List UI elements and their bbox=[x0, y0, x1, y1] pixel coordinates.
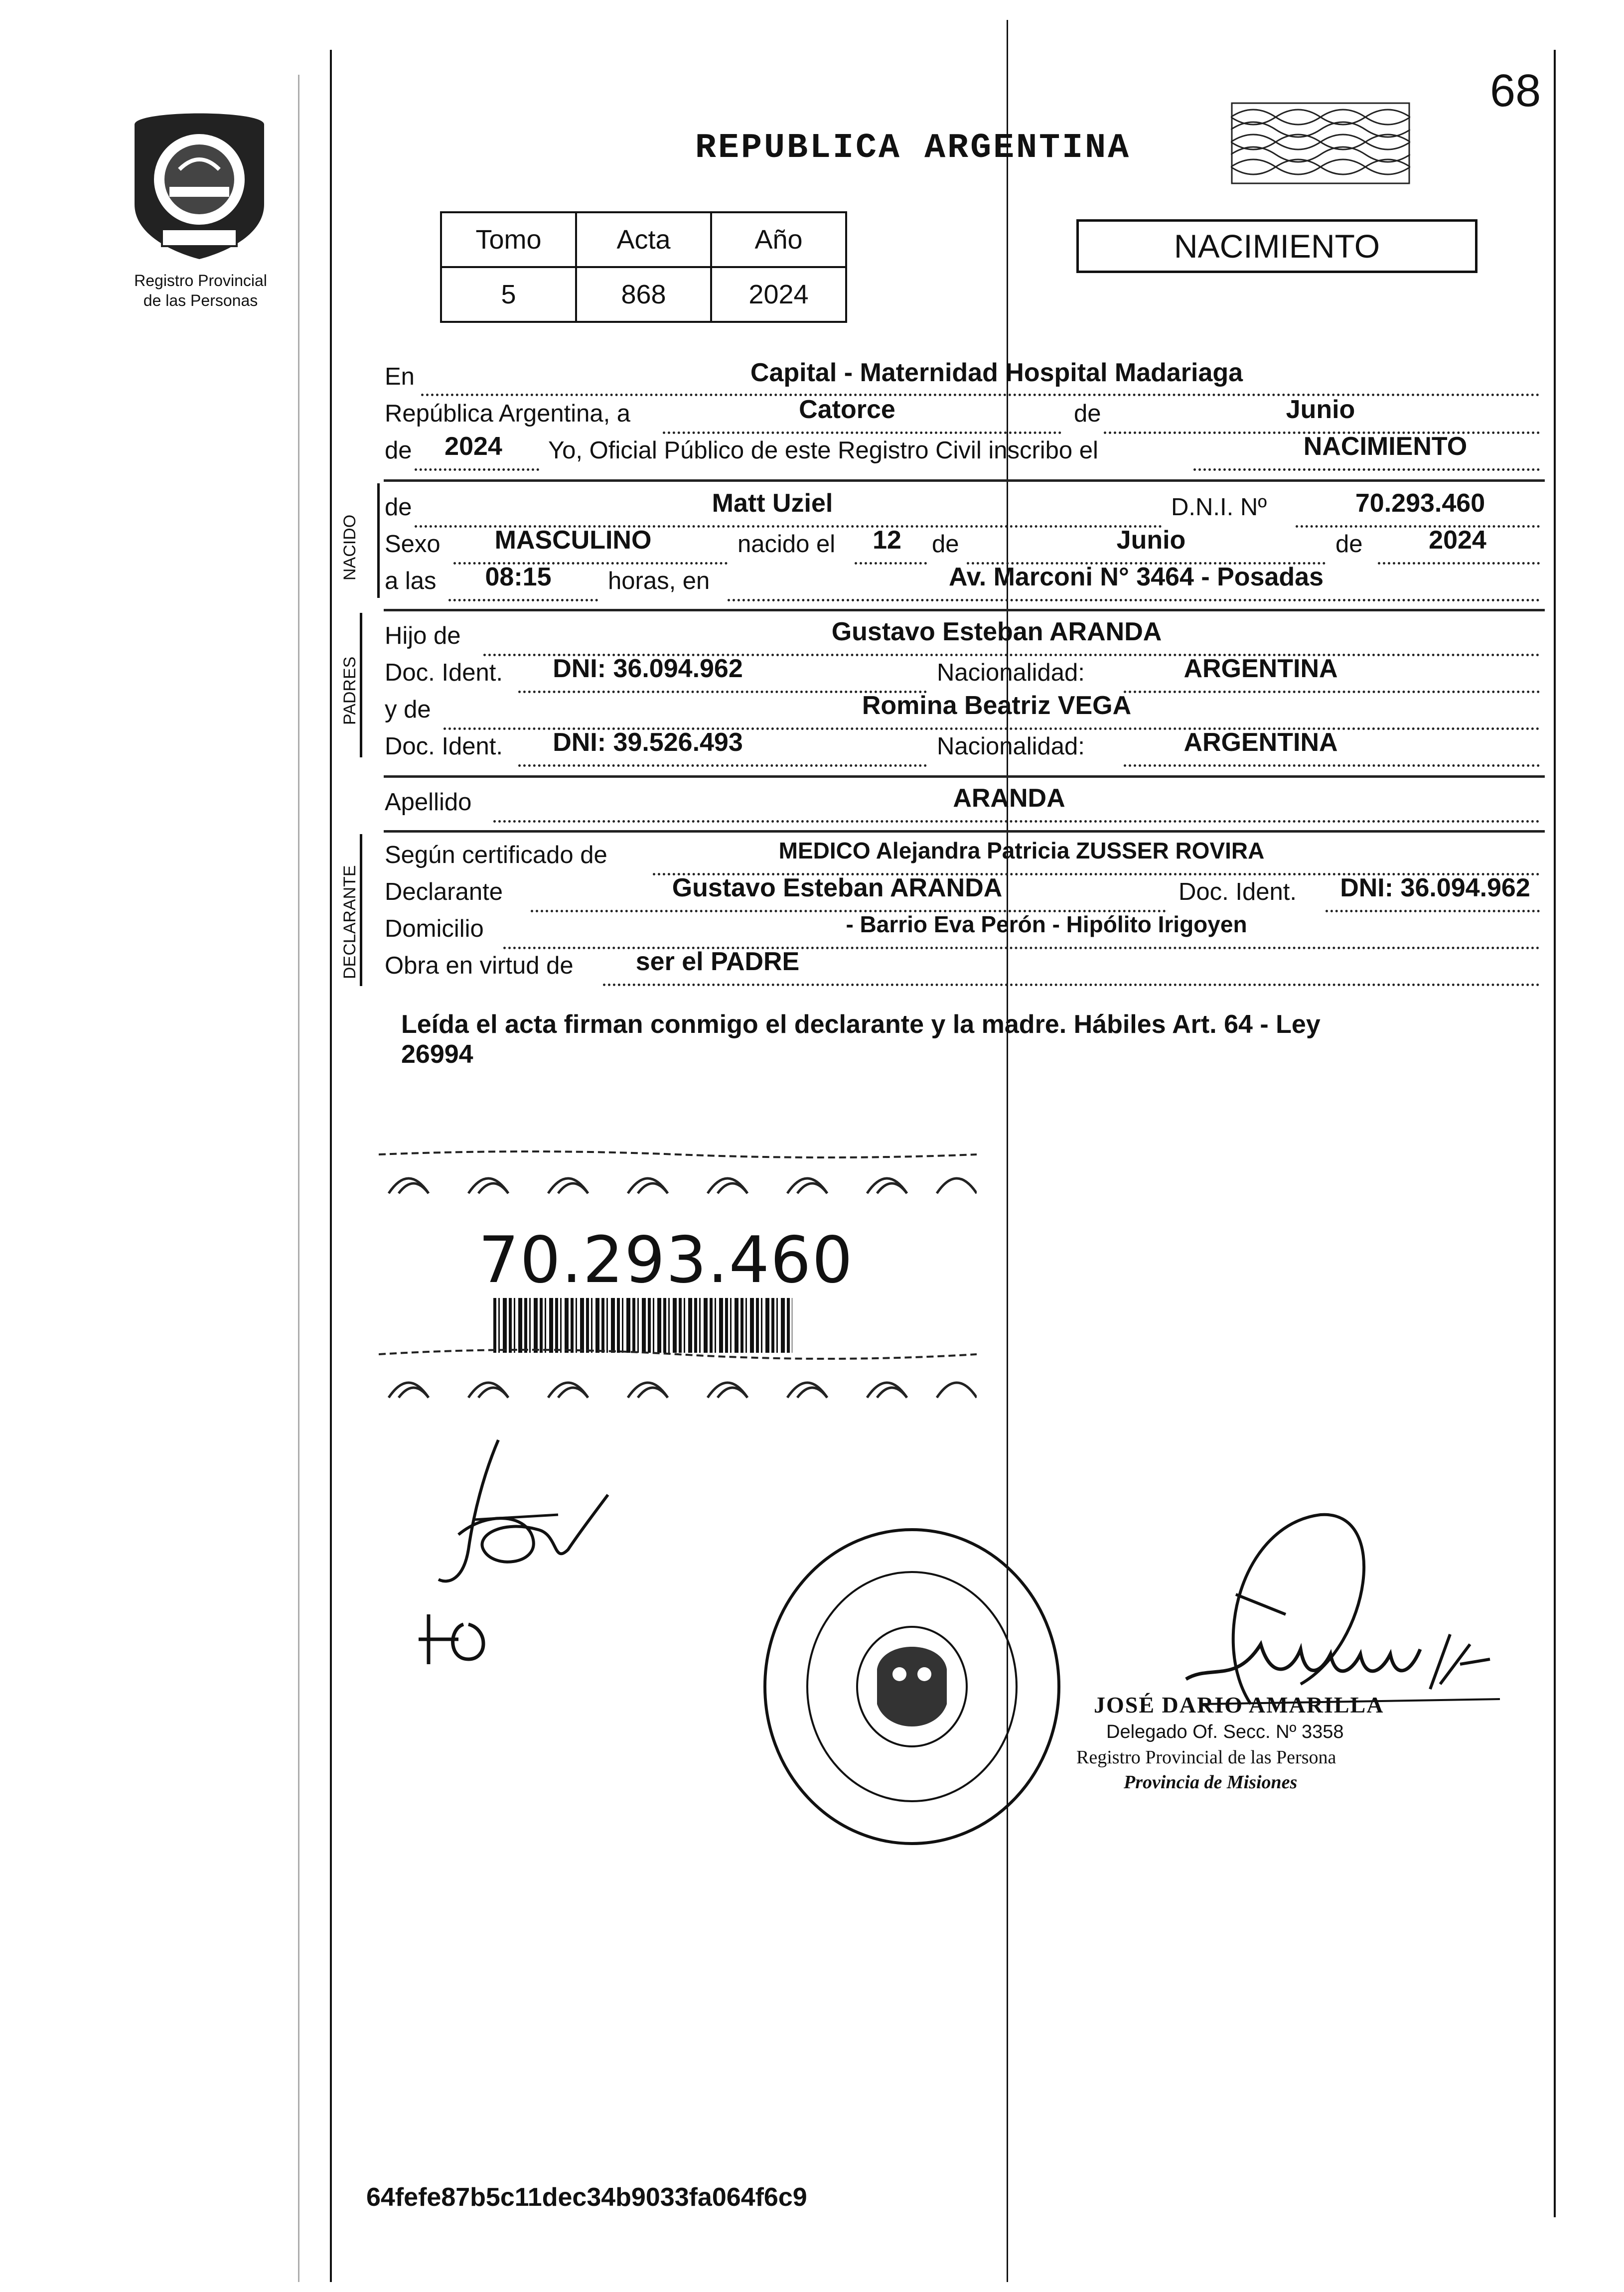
closing-text-line2: 26994 bbox=[401, 1040, 473, 1069]
barcode bbox=[493, 1298, 792, 1353]
record-type-label: NACIMIENTO bbox=[1174, 228, 1380, 265]
reference-table bbox=[440, 211, 847, 323]
declarante-doc-label: Doc. Ident. bbox=[1179, 878, 1297, 905]
dia-texto: Catorce bbox=[799, 395, 895, 424]
security-pattern bbox=[1231, 102, 1410, 184]
apellido-value: ARANDA bbox=[953, 784, 1065, 813]
republica-label: República Argentina, a bbox=[385, 400, 631, 427]
apellido-label: Apellido bbox=[385, 789, 472, 816]
closing-text-line1: Leída el acta firman conmigo el declarante y la madre. Hábiles Art. 64 - Ley bbox=[401, 1010, 1321, 1039]
anio: 2024 bbox=[444, 432, 502, 461]
nombre-label: de bbox=[385, 494, 412, 521]
de-label: de bbox=[1074, 400, 1101, 427]
header-tomo: Tomo bbox=[441, 212, 576, 267]
dots bbox=[1378, 562, 1540, 565]
declarante-bracket bbox=[360, 834, 362, 986]
dots bbox=[1124, 764, 1540, 767]
nacido-bracket bbox=[377, 483, 380, 598]
nombre: Matt Uziel bbox=[712, 489, 833, 518]
madre-name: Romina Beatriz VEGA bbox=[862, 691, 1132, 720]
dots bbox=[448, 599, 598, 601]
padre-dni: DNI: 36.094.962 bbox=[553, 654, 743, 683]
left-edge-dash bbox=[298, 75, 299, 2282]
barcode-number: 70.293.460 bbox=[478, 1223, 854, 1297]
de2-label: de bbox=[385, 437, 412, 464]
dni-label: D.N.I. Nº bbox=[1171, 494, 1267, 521]
official-title: Delegado Of. Secc. Nº 3358 bbox=[1106, 1721, 1344, 1742]
obra-value: ser el PADRE bbox=[635, 947, 800, 976]
separator bbox=[384, 830, 1545, 833]
dots bbox=[518, 764, 927, 767]
sexo-label: Sexo bbox=[385, 531, 441, 558]
nacido-section-label: NACIDO bbox=[340, 514, 359, 580]
madre-nacionalidad-label: Nacionalidad: bbox=[937, 733, 1085, 760]
document-hash: 64fefe87b5c11dec34b9033fa064f6c9 bbox=[366, 2183, 807, 2212]
declarante-label: Declarante bbox=[385, 878, 503, 905]
hora: 08:15 bbox=[485, 563, 552, 591]
left-margin-line bbox=[330, 50, 332, 2282]
certificado-label: Según certificado de bbox=[385, 842, 607, 868]
padre-nacionalidad: ARGENTINA bbox=[1183, 654, 1338, 683]
page-number: 68 bbox=[1490, 65, 1541, 116]
official-org: Registro Provincial de las Persona bbox=[1076, 1747, 1336, 1768]
dots bbox=[415, 468, 539, 471]
separator bbox=[384, 479, 1545, 482]
official-name: JOSÉ DARIO AMARILLA bbox=[1094, 1692, 1384, 1718]
separator bbox=[384, 775, 1545, 778]
dots bbox=[603, 984, 1540, 986]
inscribo-value: NACIMIENTO bbox=[1303, 432, 1468, 461]
madre-nacionalidad: ARGENTINA bbox=[1183, 728, 1338, 757]
padre-nacionalidad-label: Nacionalidad: bbox=[937, 659, 1085, 686]
padres-bracket bbox=[360, 613, 362, 757]
anio-nac: 2024 bbox=[1429, 526, 1486, 555]
obra-label: Obra en virtud de bbox=[385, 952, 574, 979]
official-province: Provincia de Misiones bbox=[1124, 1772, 1298, 1793]
certificado-value: MEDICO Alejandra Patricia ZUSSER ROVIRA bbox=[778, 838, 1265, 863]
oficial-text: Yo, Oficial Público de este Registro Civil inscribo el bbox=[548, 437, 1098, 464]
padre-name: Gustavo Esteban ARANDA bbox=[831, 617, 1162, 646]
registry-name-line2: de las Personas bbox=[143, 291, 258, 309]
domicilio-value: - Barrio Eva Perón - Hipólito Irigoyen bbox=[846, 911, 1247, 937]
horas-en-label: horas, en bbox=[608, 568, 710, 594]
nacido-el-label: nacido el bbox=[738, 531, 836, 558]
right-margin-line bbox=[1554, 50, 1556, 2217]
declarant-signature bbox=[429, 1435, 618, 1599]
dots bbox=[728, 599, 1540, 601]
hijo-de-label: Hijo de bbox=[385, 622, 461, 649]
province-emblem bbox=[115, 105, 284, 264]
de3-label: de bbox=[932, 531, 959, 558]
a-las-label: a las bbox=[385, 568, 437, 594]
mes: Junio bbox=[1286, 395, 1355, 424]
value-tomo: 5 bbox=[441, 267, 576, 322]
value-anio: 2024 bbox=[711, 267, 846, 322]
de4-label: de bbox=[1335, 531, 1363, 558]
separator bbox=[384, 609, 1545, 611]
lugar: Av. Marconi N° 3464 - Posadas bbox=[949, 563, 1324, 591]
header-acta: Acta bbox=[576, 212, 711, 267]
header-anio: Año bbox=[711, 212, 846, 267]
official-seal bbox=[757, 1525, 1066, 1849]
dni-value: 70.293.460 bbox=[1355, 489, 1485, 518]
country-title: REPUBLICA ARGENTINA bbox=[695, 129, 1131, 168]
dots bbox=[663, 431, 1061, 434]
padre-doc-label: Doc. Ident. bbox=[385, 659, 503, 686]
security-band-bottom bbox=[379, 1345, 977, 1400]
domicilio-label: Domicilio bbox=[385, 915, 484, 942]
registry-name-line1: Registro Provincial bbox=[134, 272, 267, 289]
padres-section-label: PADRES bbox=[340, 656, 359, 725]
dia-nac: 12 bbox=[873, 526, 901, 555]
declarante-section-label: DECLARANTE bbox=[340, 865, 359, 979]
value-acta: 868 bbox=[576, 267, 711, 322]
madre-dni: DNI: 39.526.493 bbox=[553, 728, 743, 757]
dots bbox=[493, 820, 1540, 823]
record-type-box bbox=[1076, 219, 1477, 273]
y-de-label: y de bbox=[385, 696, 431, 723]
en-label: En bbox=[385, 363, 415, 390]
dots bbox=[1326, 910, 1540, 912]
declarante-dni: DNI: 36.094.962 bbox=[1340, 873, 1530, 902]
dots bbox=[1193, 468, 1540, 471]
initials-mark bbox=[414, 1609, 503, 1669]
sexo-value: MASCULINO bbox=[494, 526, 652, 555]
mes-nac: Junio bbox=[1116, 526, 1186, 555]
security-band-top bbox=[379, 1148, 977, 1196]
en-value: Capital - Maternidad Hospital Madariaga bbox=[750, 358, 1243, 387]
madre-doc-label: Doc. Ident. bbox=[385, 733, 503, 760]
declarante-value: Gustavo Esteban ARANDA bbox=[672, 873, 1003, 902]
